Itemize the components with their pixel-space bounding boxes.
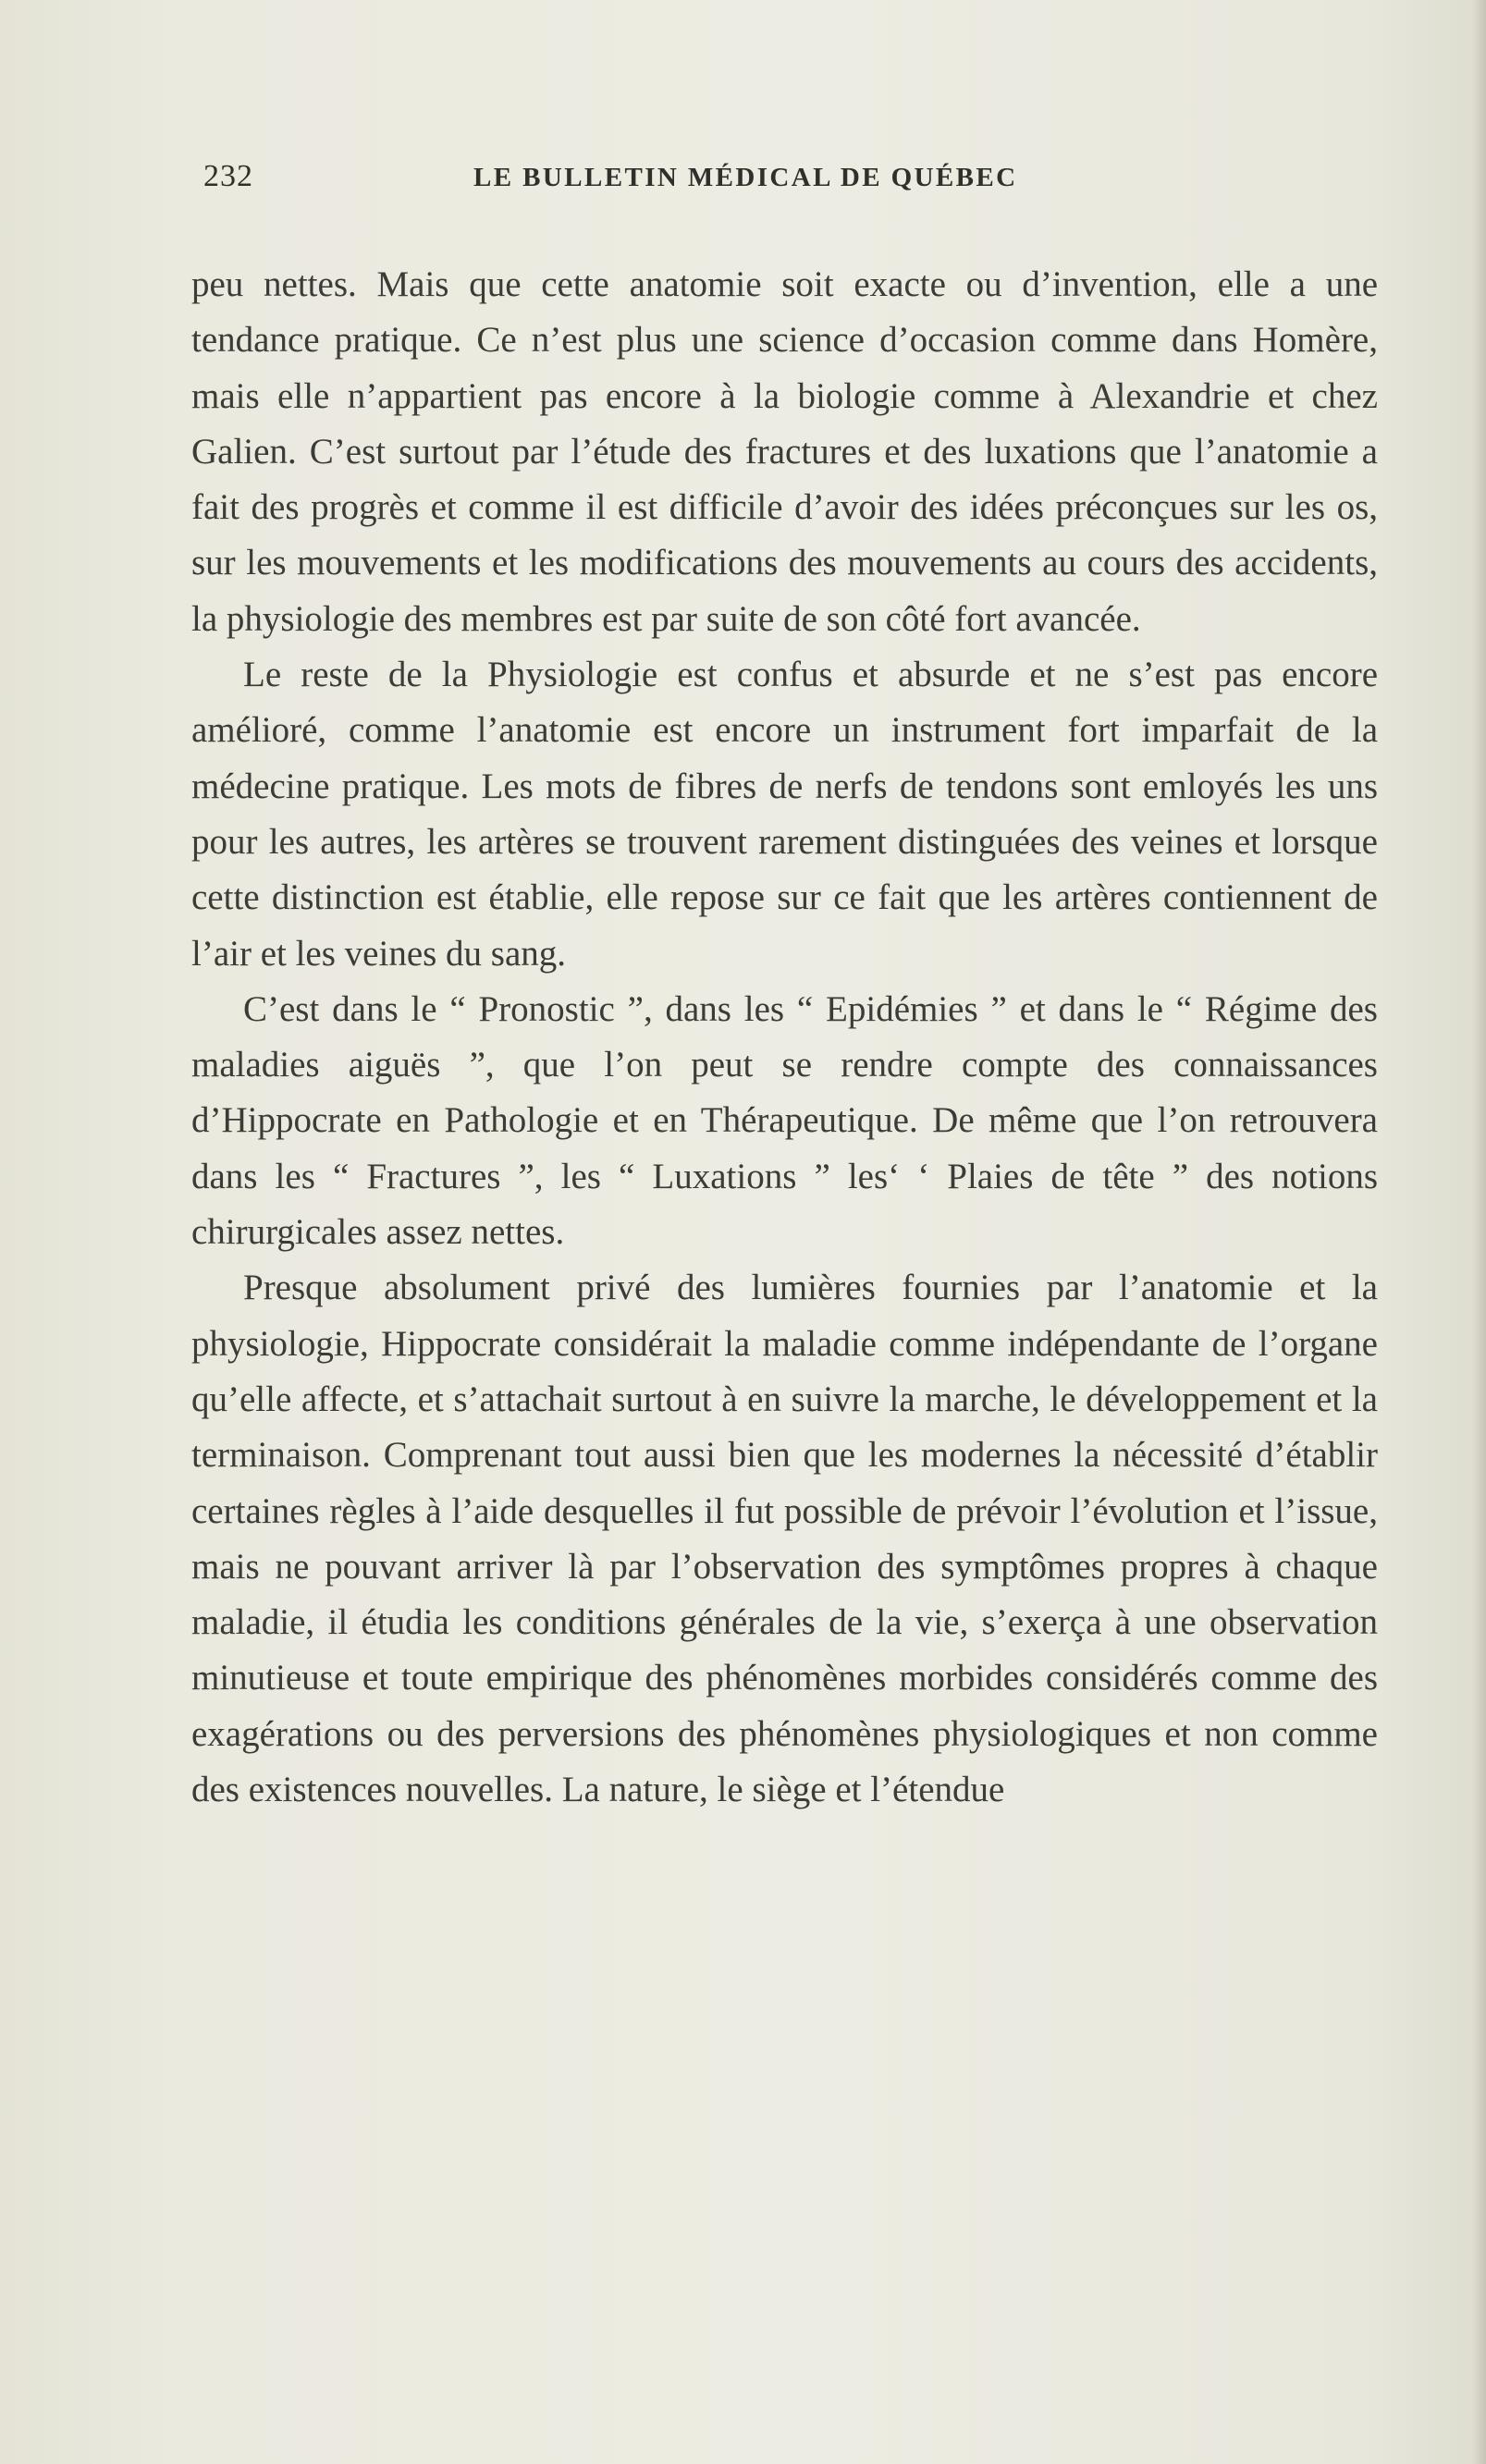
running-title: LE BULLETIN MÉDICAL DE QUÉBEC [473, 163, 1018, 192]
body-text [191, 257, 1378, 1818]
paragraph-3: C’est dans le “ Pronostic ”, dans les “ Epidémies ” et dans le “ Régime des maladies aiguës ”, que l’on peut se rendre compte des connaissances d’Hippocrate en Pathologie et en Thérapeutique. De même que l’on retrouvera dans les “ Fractures ”, les “ Luxations ” les‘ ‘ Plaies de tête ” des notions chirurgicales assez nettes. [191, 988, 1378, 1253]
page-number: 232 [203, 159, 253, 193]
paragraph-4: Presque absolument privé des lumières fournies par l’anatomie et la physiologie, Hippocrate considérait la maladie comme indépendante de l’organe qu’elle affecte, et s’attachait surtout à en suivre la marche, le développement et la terminaison. Comprenant tout aussi bien que les modernes la nécessité d’établir certaines règles à l’aide desquelles il fut possible de prévoir l’évolution et l’issue, mais ne pouvant arriver là par l’observation des symptômes propres à chaque maladie, il étudia les conditions générales de la vie, s’exerça à une observation minutieuse et toute empirique des phénomènes morbides considérés comme des exagérations ou des perversions des phénomènes physiologiques et non comme des existences nouvelles. La nature, le siège et l’étendue [191, 1268, 1378, 1810]
page-edge-shadow [1473, 0, 1486, 2464]
paragraph-1: peu nettes. Mais que cette anatomie soit exacte ou d’invention, elle a une tendance pratique. Ce n’est plus une science d’occasion comme dans Homère, mais elle n’appartient pas encore à la biologie comme à Alexandrie et chez Galien. C’est surtout par l’étude des fractures et des luxations que l’anatomie a fait des progrès et comme il est difficile d’avoir des idées préconçues sur les os, sur les mouvements et les modifications des mouvements au cours des accidents, la physiologie des membres est par suite de son côté fort avancée. [191, 264, 1378, 639]
paragraph-2: Le reste de la Physiologie est confus et absurde et ne s’est pas encore amélioré, comme l’anatomie est encore un instrument fort imparfait de la médecine pratique. Les mots de fibres de nerfs de tendons sont emloyés les uns pour les autres, les artères se trouvent rarement distinguées des veines et lorsque cette distinction est établie, elle repose sur ce fait que les artères contiennent de l’air et les veines du sang. [191, 655, 1378, 974]
running-header [203, 159, 1378, 205]
